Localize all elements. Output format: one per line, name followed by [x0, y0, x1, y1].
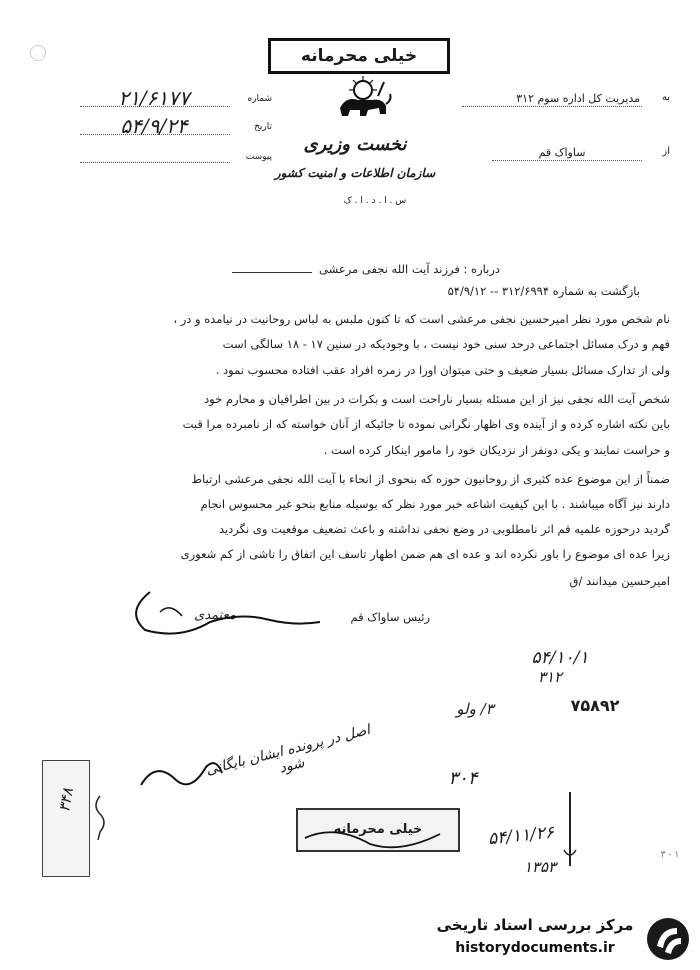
top-stamp-text: خیلی محرمانه — [300, 46, 418, 66]
subject-underline — [232, 272, 312, 273]
left-stamp-text: ۳۴۸ — [55, 786, 77, 814]
attachment-line — [80, 162, 230, 163]
signature-scribble-icon — [120, 582, 350, 642]
ref-code-2: ۳۱۲ — [537, 668, 563, 686]
number-value: ۲۱/۶۱۷۷ — [118, 86, 190, 110]
lion-sun-emblem-icon — [332, 74, 394, 120]
watermark — [430, 914, 692, 966]
body-line: باین نکته اشاره کرده و از آینده وی اظهار نگرانی نموده تا جائیکه از آنان خواسته که از نامبرده مرا قبت — [182, 417, 670, 431]
from-line — [492, 160, 642, 161]
reference-line: بازگشت به شماره ۳۱۲/۶۹۹۴ -- ۵۴/۹/۱۲ — [447, 284, 640, 298]
body-line: دارند نیز آگاه میباشند . با این کیفیت اشاعه خبر مورد نظر که بوسیله منابع بنحو غیر محسوس انجام — [200, 497, 670, 511]
body-line: نام شخص مورد نظر امیرحسین نجفی مرعشی است که تا کنون ملبس به لباس روحانیت در نیامده و در ، — [173, 312, 670, 326]
body-line: ولی از تدارک مسائل بسیار ضعیف و حتی میتوان اورا در زمره افراد عقب افتاده محسوب نمود . — [215, 363, 670, 377]
body-line: گردید درحوزه علمیه قم اثر نامطلوبی در وضع نجفی نداشته و باعث تضعیف موقعیت وی نگردید — [218, 522, 670, 536]
watermark-title: مرکز بررسی اسناد تاریخی — [436, 916, 634, 934]
to-label: به — [661, 92, 670, 103]
left-box-stamp — [42, 760, 90, 877]
body-line: شخص آیت الله نجفی نیز از این مسئله بسیار ناراحت است و بکرات در بین اطرافیان و محارم خود — [204, 392, 670, 406]
margin-scribble-icon — [136, 755, 226, 795]
right-tick-icon — [560, 790, 580, 870]
body-line: زیرا عده ای موضوع را باور نکرده اند و عده ای هم ضمن اظهار تاسف این اتفاق را ناشی از کم شعوری — [180, 547, 670, 561]
ref-code-1: ۵۴/۱۰/۱ — [531, 648, 589, 668]
margin-note: اصل در پرونده ایشان بایگانی شود — [204, 722, 372, 779]
watermark-url: historydocuments.ir — [455, 940, 615, 956]
top-confidential-stamp — [268, 38, 450, 74]
body-line: فهم و درک مسائل اجتماعی درحد سنی خود نیست ، با وجودیکه در سنین ۱۷ - ۱۸ سالگی است — [222, 337, 670, 351]
org-code: س . ا . د . ا . ک — [343, 196, 407, 206]
attachment-label: پیوست — [245, 152, 272, 162]
org-line-2: سازمان اطلاعات و امنیت کشور — [274, 166, 436, 180]
body-line: ضمناً از این موضوع عده کثیری از روحانیون حوزه که بنحوی از انحاء با آیت الله نجفی مرعشی ارتباط — [191, 472, 670, 486]
faint-corner-mark — [30, 45, 46, 61]
note-right-2: ۵۴/۱۱/۲۶ — [487, 822, 555, 850]
date-label: تاریخ — [254, 122, 272, 132]
org-line-1: نخست وزیری — [303, 134, 407, 155]
body-line: امیرحسین میدانند /ق — [569, 574, 670, 588]
to-value: مدیریت کل اداره سوم ۳۱۲ — [516, 92, 640, 105]
page-corner-number: ۳ - ۱ — [660, 850, 680, 860]
ref-code-3: ۳/ ولو — [456, 700, 494, 718]
number-label: شماره — [247, 94, 272, 104]
watermark-logo-icon — [645, 916, 691, 962]
note-right-3: ۱۳۵۳ — [523, 858, 557, 876]
ref-number: ۷۵۸۹۲ — [570, 696, 620, 715]
signature-title: رئیس ساواک قم — [350, 610, 430, 624]
body-line: و حراست نمایند و یکی دونفر از نزدیکان خود را مامور اینکار کرده است . — [323, 443, 670, 457]
date-value: ۵۴/۹/۲۴ — [120, 114, 188, 138]
from-value: ساواک قم — [538, 146, 586, 159]
bottom-scribble-icon — [300, 818, 450, 858]
from-label: از — [662, 146, 670, 157]
to-line — [462, 106, 642, 107]
note-right-1: ۳۰۴ — [448, 768, 478, 789]
signature-name: معتمدی — [194, 608, 236, 623]
left-vertical-note-icon — [90, 792, 110, 842]
bottom-stamp-text: خیلی محرمانه — [333, 822, 423, 837]
subject-line: درباره : فرزند آیت الله نجفی مرعشی — [319, 262, 500, 276]
